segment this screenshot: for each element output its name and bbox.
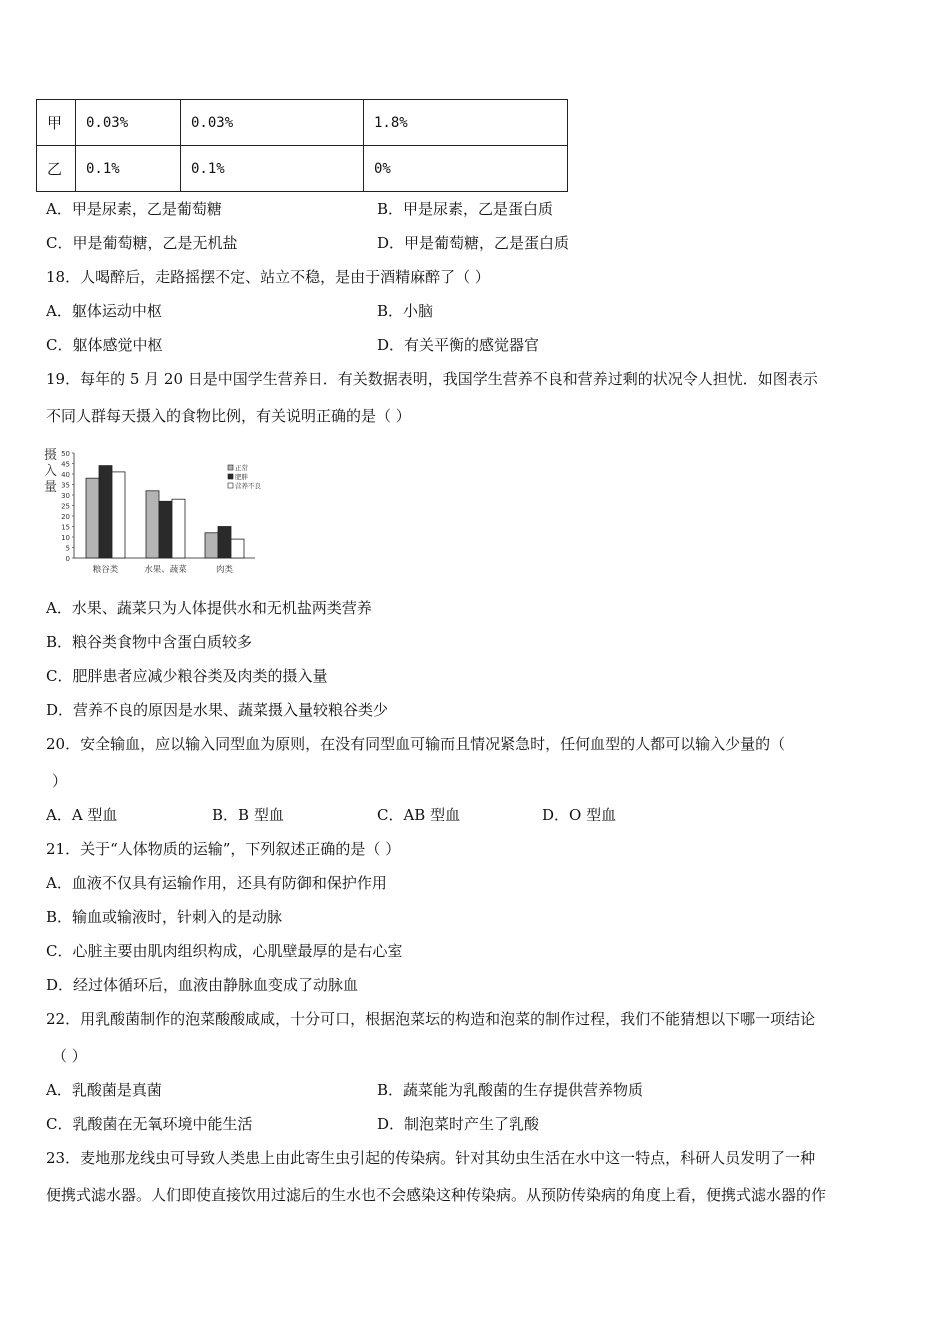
x-tick-label: 粮谷类 [92,565,119,575]
q21-option-c[interactable]: C．心脏主要由肌肉组织构成，心肌壁最厚的是右心室 [46,942,403,960]
legend-label: 营养不良 [235,482,261,490]
q22-stem-line2: （ ） [52,1047,87,1065]
q18-option-a[interactable]: A．躯体运动中枢 [46,302,162,320]
q21-stem: 21．关于“人体物质的运输”，下列叙述正确的是（ ） [46,840,401,858]
q17-option-b[interactable]: B．甲是尿素，乙是蛋白质 [377,200,554,218]
y-tick-label: 10 [61,534,70,542]
y-axis-label-char: 摄 [44,448,58,463]
legend-label: 肥胖 [235,473,248,481]
food-intake-chart [40,446,280,576]
q22-option-a[interactable]: A．乳酸菌是真菌 [46,1081,162,1099]
q22-option-b[interactable]: B．蔬菜能为乳酸菌的生存提供营养物质 [377,1081,644,1099]
q18-option-d[interactable]: D．有关平衡的感觉器官 [377,336,540,354]
q18-stem: 18．人喝醉后，走路摇摆不定、站立不稳，是由于酒精麻醉了（ ） [46,268,490,286]
q20-option-d[interactable]: D．O 型血 [542,806,617,824]
q21-option-b[interactable]: B．输血或输液时，针刺入的是动脉 [46,908,283,926]
q23-stem-line2: 便携式滤水器。人们即使直接饮用过滤后的生水也不会感染这种传染病。从预防传染病的角度上看，便携式滤水器的作 [46,1186,827,1204]
q18-option-b[interactable]: B．小脑 [377,302,434,320]
y-tick-label: 0 [65,555,70,563]
q23-stem-line1: 23．麦地那龙线虫可导致人类患上由此寄生虫引起的传染病。针对其幼虫生活在水中这一特点，科研人员发明了一种 [46,1149,816,1167]
y-tick-label: 15 [61,523,70,532]
q19-option-b[interactable]: B．粮谷类食物中含蛋白质较多 [46,633,253,651]
x-tick-label: 水果、蔬菜 [144,565,187,575]
y-axis-label-char: 量 [44,480,58,495]
q17-option-c[interactable]: C．甲是葡萄糖，乙是无机盐 [46,234,238,252]
table-cell: 0.03% [76,100,181,146]
q21-option-d[interactable]: D．经过体循环后，血液由静脉血变成了动脉血 [46,976,359,994]
chart-legend [228,463,262,490]
bar-正常 [86,478,99,558]
bar-肥胖 [99,466,112,558]
q20-option-b[interactable]: B．B 型血 [212,806,284,824]
q20-stem-line2: ） [52,772,68,790]
bar-正常 [146,491,159,558]
q22-option-c[interactable]: C．乳酸菌在无氧环境中能生活 [46,1115,253,1133]
bar-营养不良 [112,472,125,558]
q20-stem-line1: 20．安全输血，应以输入同型血为原则，在没有同型血可输而且情况紧急时，任何血型的人都可以输入少量的（ [46,735,786,753]
bar-营养不良 [172,499,185,558]
y-tick-label: 5 [65,544,70,553]
q19-option-d[interactable]: D．营养不良的原因是水果、蔬菜摄入量较粮谷类少 [46,701,389,719]
table-cell: 0.1% [181,146,364,192]
legend-swatch [228,474,233,479]
table-row [37,146,568,192]
q22-option-d[interactable]: D．制泡菜时产生了乳酸 [377,1115,540,1133]
q19-stem-line1: 19．每年的 5 月 20 日是中国学生营养日．有关数据表明，我国学生营养不良和营养过剩的状况令人担忧．如图表示 [46,370,818,388]
table-cell: 1.8% [364,100,568,146]
q22-stem-line1: 22．用乳酸菌制作的泡菜酸酸咸咸，十分可口，根据泡菜坛的构造和泡菜的制作过程，我们不能猜想以下哪一项结论 [46,1010,816,1028]
q20-option-a[interactable]: A．A 型血 [46,806,118,824]
legend-label: 正常 [235,464,248,472]
legend-swatch [228,483,233,488]
bar-肥胖 [218,527,231,559]
y-axis-label-char: 入 [44,464,58,479]
bar-肥胖 [159,501,172,558]
y-tick-label: 50 [61,450,70,458]
q20-option-c[interactable]: C．AB 型血 [377,806,461,824]
table-cell: 0.03% [181,100,364,146]
q17-option-d[interactable]: D．甲是葡萄糖，乙是蛋白质 [377,234,570,252]
y-tick-label: 40 [61,471,70,479]
bar-正常 [205,533,218,558]
x-tick-label: 肉类 [215,565,234,575]
y-tick-label: 45 [61,460,70,469]
data-table [36,99,568,192]
q19-option-a[interactable]: A．水果、蔬菜只为人体提供水和无机盐两类营养 [46,599,372,617]
table-cell: 0.1% [76,146,181,192]
row-label: 乙 [37,146,76,192]
legend-swatch [228,465,233,470]
y-tick-label: 20 [61,513,70,521]
row-label: 甲 [37,100,76,146]
q19-option-c[interactable]: C．肥胖患者应减少粮谷类及肉类的摄入量 [46,667,328,685]
q21-option-a[interactable]: A．血液不仅具有运输作用，还具有防御和保护作用 [46,874,387,892]
chart-bars [86,466,244,558]
q18-option-c[interactable]: C．躯体感觉中枢 [46,336,163,354]
table-cell: 0% [364,146,568,192]
q19-stem-line2: 不同人群每天摄入的食物比例，有关说明正确的是（ ） [46,407,411,425]
q17-option-a[interactable]: A．甲是尿素，乙是葡萄糖 [46,200,222,218]
y-tick-label: 30 [61,492,70,500]
y-tick-label: 25 [61,502,70,511]
y-tick-label: 35 [61,481,70,490]
table-row [37,100,568,146]
bar-营养不良 [231,539,244,558]
